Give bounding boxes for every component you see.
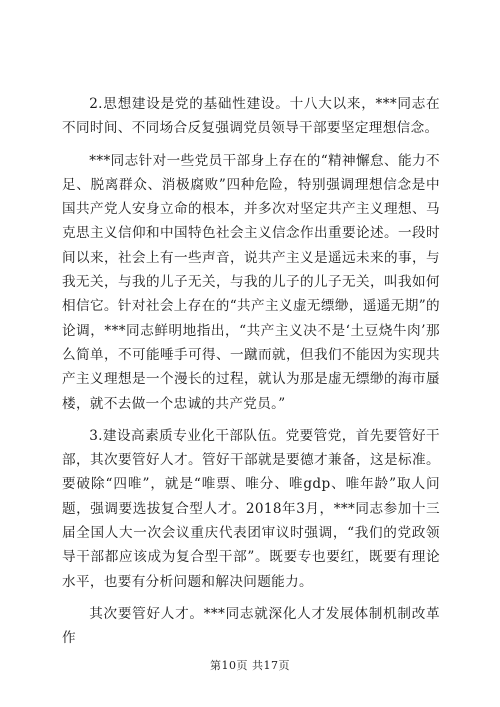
page-number-footer: 第10页 共17页 (210, 659, 290, 672)
paragraph-ideological-building: 2.思想建设是党的基础性建设。十八大以来，***同志在不同时间、不同场合反复强调党员领导干部要坚定理想信念。 (62, 96, 440, 137)
document-body (62, 92, 440, 659)
paragraph-cadre-team: 3.建设高素质专业化干部队伍。党要管党，首先要管好干部，其次要管好人才。管好干部就是要德才兼备，这是标准。要破除“四唯”，就是“唯票、唯分、唯gdp、唯年龄”取人问题，强调要选拔复合型人才。2018年3月，***同志参加十三届全国人大一次会议重庆代表团审议时强调，“我们的党政领导干部都应该成为复合型干部”。既要专也要红，既要有理论水平，也要有分析问题和解决问题能力。 (62, 427, 440, 590)
paragraph-talent-management: 其次要管好人才。***同志就深化人才发展体制机制改革作 (62, 605, 440, 647)
paragraph-ideals-and-beliefs: ***同志针对一些党员干部身上存在的“精神懈怠、能力不足、脱离群众、消极腐败”四种危险，特别强调理想信念是中国共产党人安身立命的根本，并多次对坚定共产主义理想、马克思主义信仰和中国特色社会主义信念作出重要论述。一段时间以来，社会上有一些声音，说共产主义是遥远未来的事，与我无关，与我的儿子无关，与我的儿子的儿子无关，叫我如何相信它。针对社会上存在的“共产主义虚无缥缈，遥遥无期”的论调，***同志鲜明地指出，“共产主义决不是‘土豆烧牛肉’那么简单，不可能唾手可得、一蹴而就，但我们不能因为实现共产主义理想是一个漫长的过程，就认为那是虚无缥缈的海市蜃楼，就不去做一个忠诚的共产党员。” (62, 152, 440, 412)
